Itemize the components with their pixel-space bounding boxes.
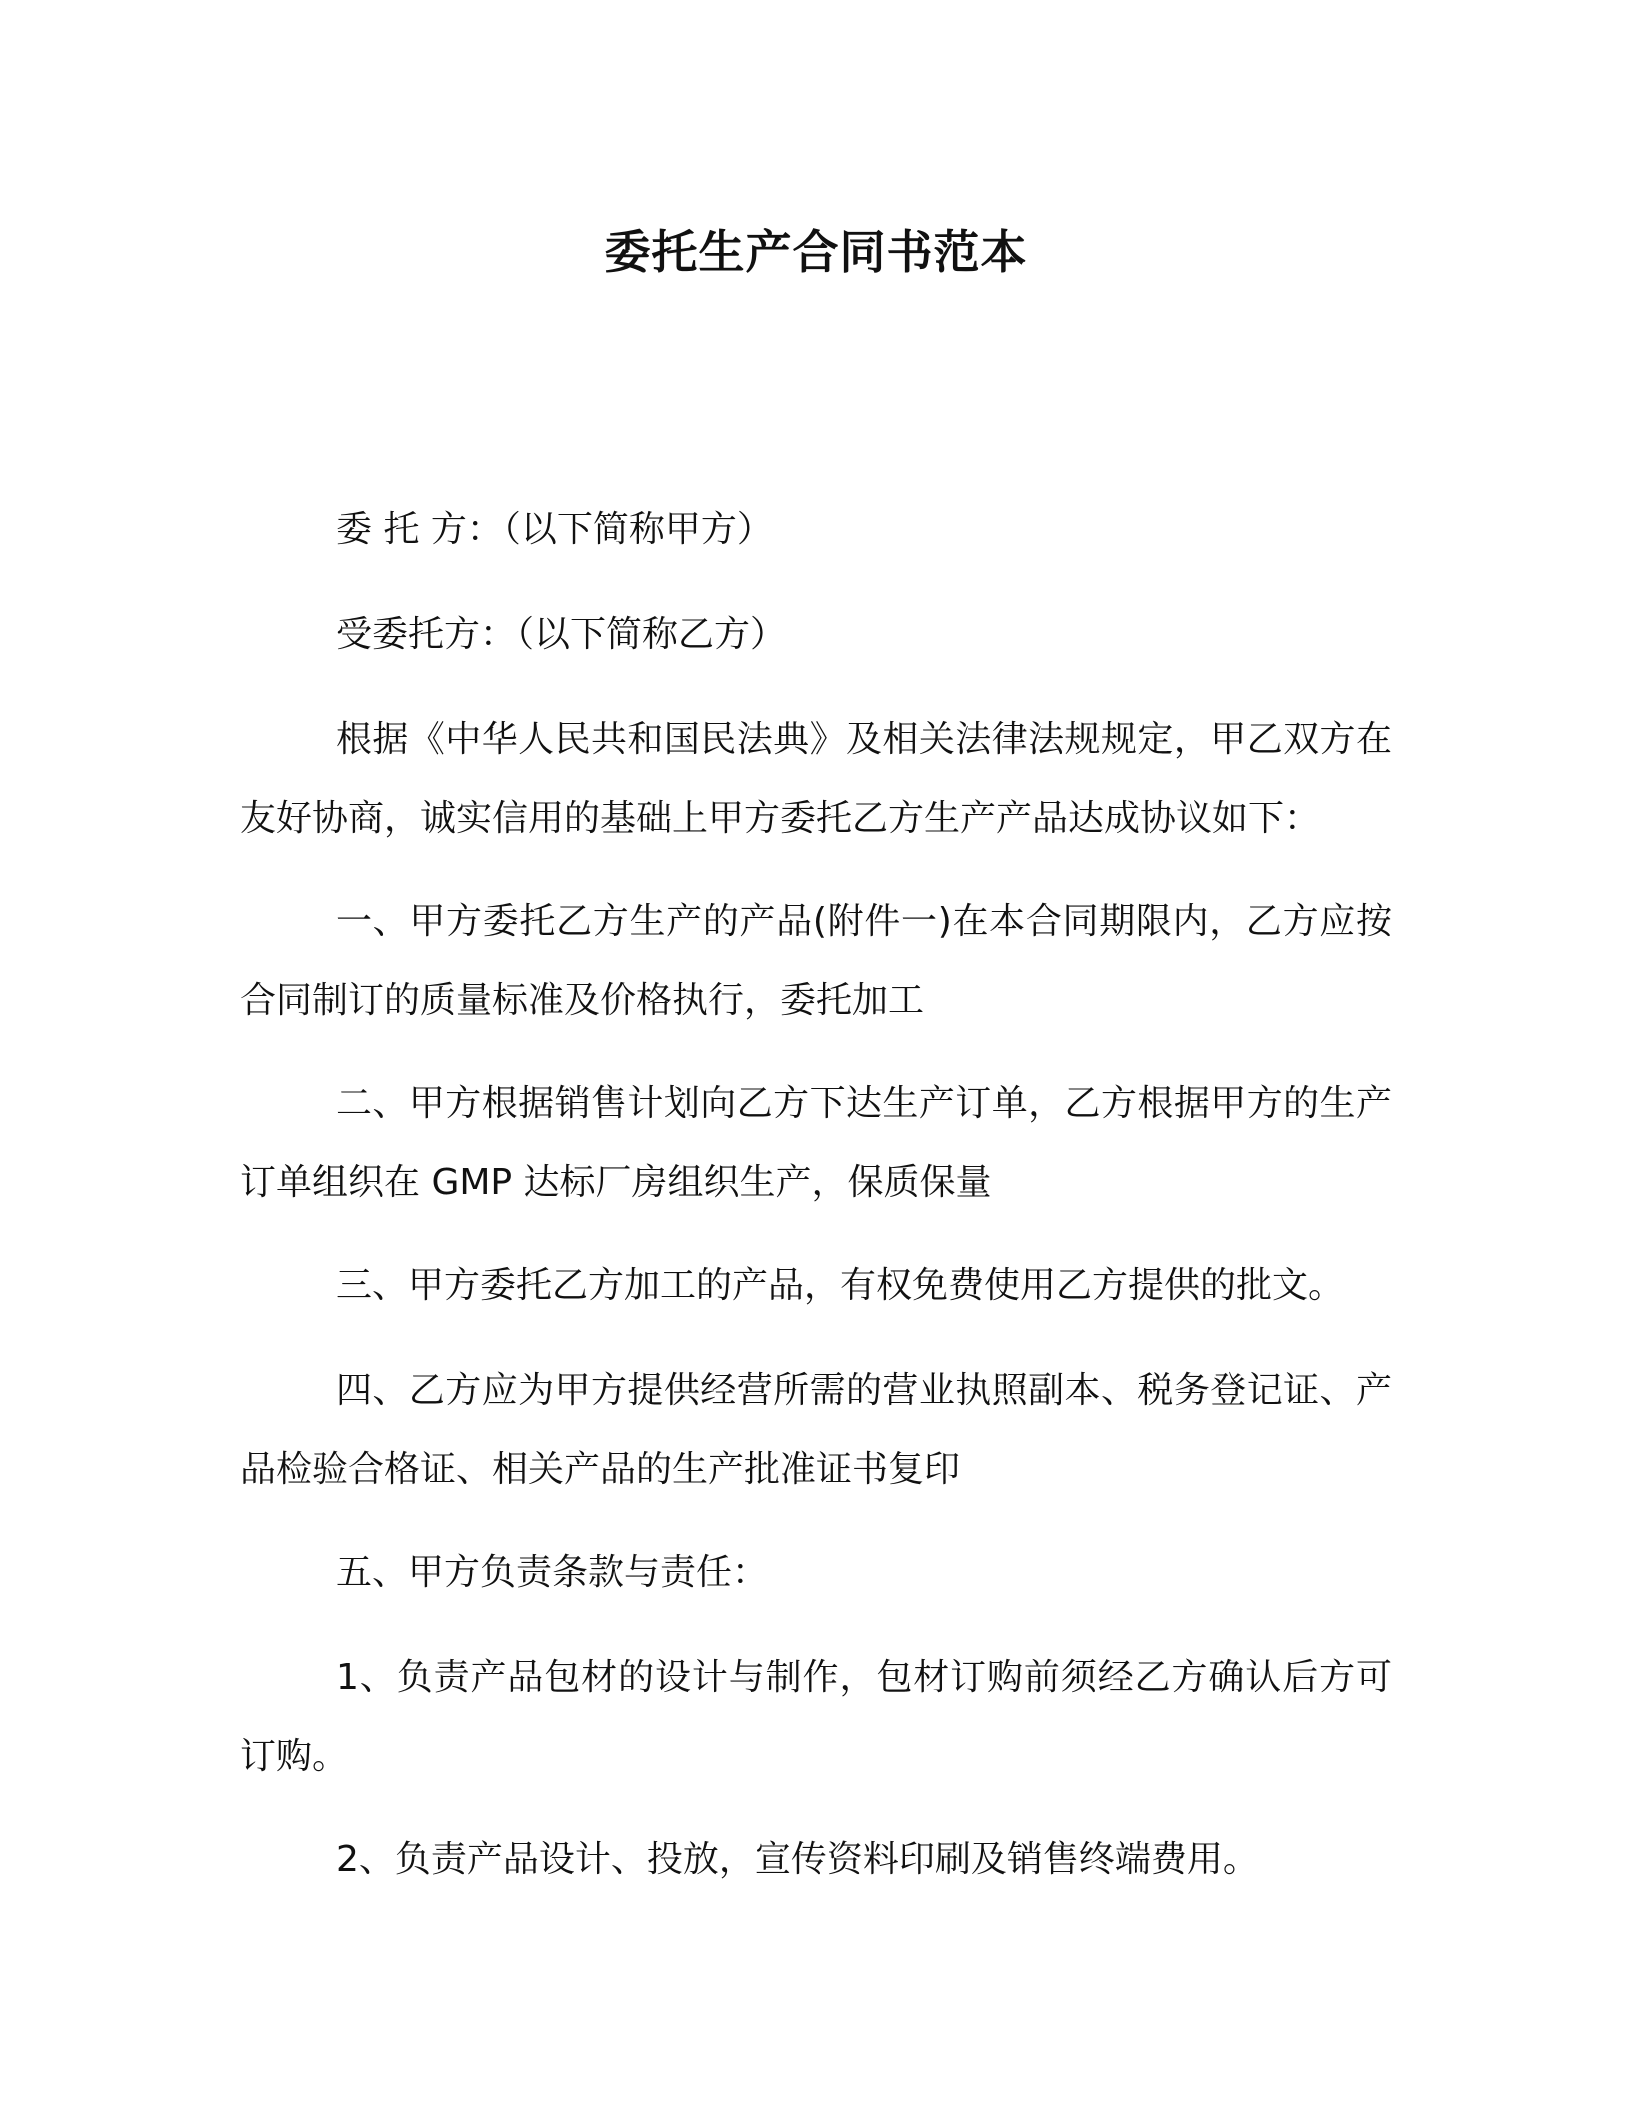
document-body [240,490,1392,1925]
clause-2: 二、甲方根据销售计划向乙方下达生产订单，乙方根据甲方的生产订单组织在 GMP 达标厂房组织生产，保质保量 [240,1083,1392,1203]
clause-5-heading: 五、甲方负责条款与责任： [336,1552,769,1593]
clause-5-item-2: 2、负责产品设计、投放，宣传资料印刷及销售终端费用。 [336,1839,1259,1880]
clause-1: 一、甲方委托乙方生产的产品(附件一)在本合同期限内，乙方应按合同制订的质量标准及价格执行，委托加工 [240,901,1392,1021]
clause-5-item-1: 1、负责产品包材的设计与制作，包材订购前须经乙方确认后方可订购。 [240,1657,1392,1777]
intro-paragraph: 根据《中华人民共和国民法典》及相关法律法规规定，甲乙双方在友好协商，诚实信用的基础上甲方委托乙方生产产品达成协议如下： [240,719,1392,839]
document-title: 委托生产合同书范本 [604,225,1028,279]
party-b-line: 受委托方：（以下简称乙方） [336,614,787,655]
party-a-line: 委 托 方：（以下简称甲方） [336,509,773,550]
clause-4: 四、乙方应为甲方提供经营所需的营业执照副本、税务登记证、产品检验合格证、相关产品的生产批准证书复印 [240,1370,1392,1490]
clause-3: 三、甲方委托乙方加工的产品，有权免费使用乙方提供的批文。 [336,1265,1345,1306]
